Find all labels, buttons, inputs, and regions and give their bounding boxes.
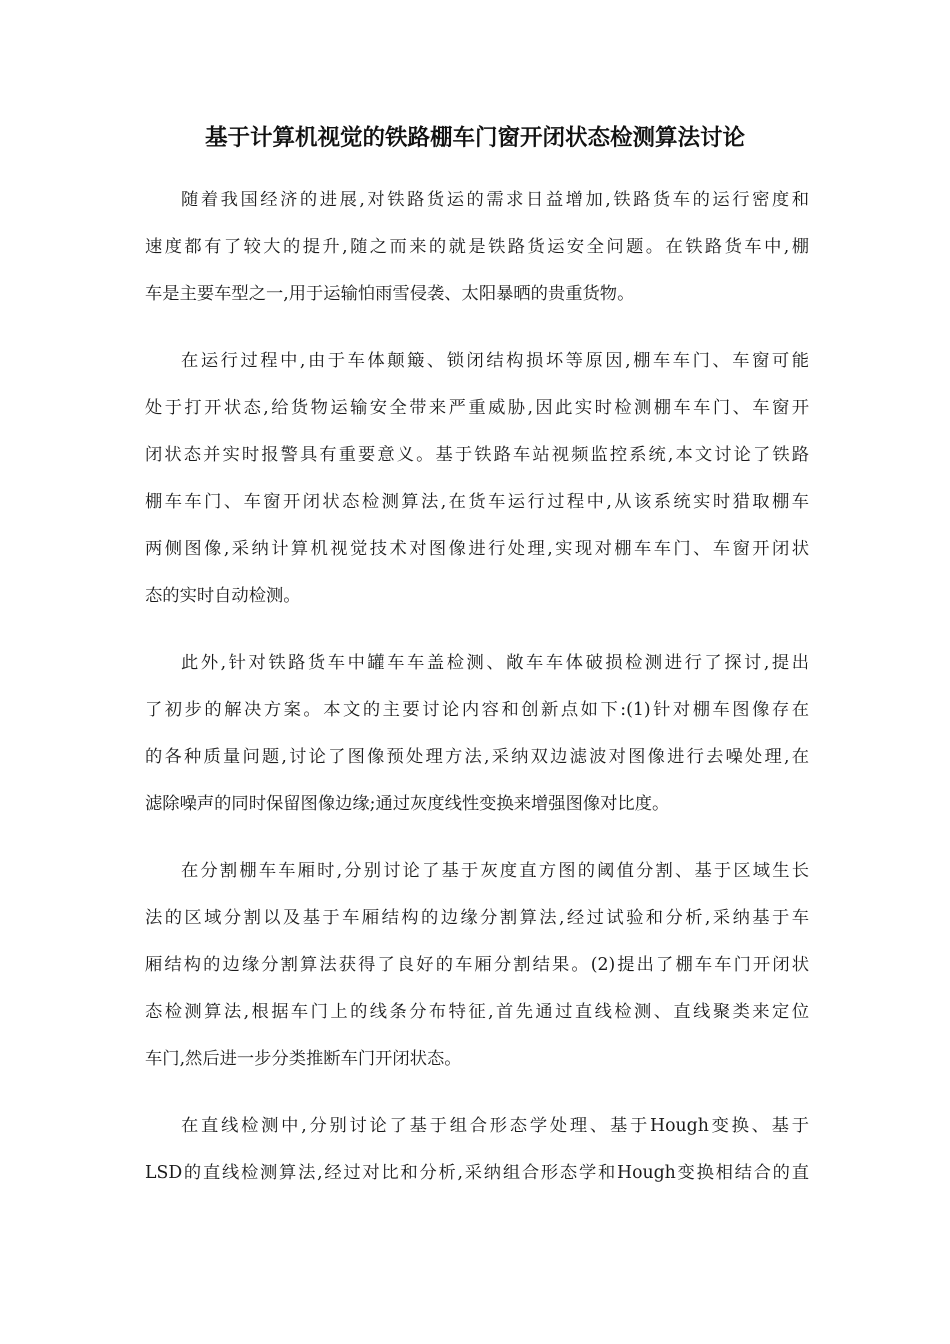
- paragraph-line: 滤除噪声的同时保留图像边缘;通过灰度线性变换来增强图像对比度。: [145, 794, 670, 814]
- paragraph-line: 随着我国经济的进展,对铁路货运的需求日益增加,铁路货车的运行密度和: [181, 190, 809, 210]
- document-title: 基于计算机视觉的铁路棚车门窗开闭状态检测算法讨论: [204, 125, 745, 151]
- paragraph-line: 在分割棚车车厢时,分别讨论了基于灰度直方图的阈值分割、基于区域生长: [181, 861, 809, 881]
- paragraph-line: 了初步的解决方案。本文的主要讨论内容和创新点如下:(1)针对棚车图像存在: [145, 700, 809, 720]
- paragraph-3: [145, 643, 809, 831]
- paragraph-5: [145, 1106, 809, 1200]
- paragraph-line: 两侧图像,采纳计算机视觉技术对图像进行处理,实现对棚车车门、车窗开闭状: [145, 539, 809, 559]
- paragraph-line: 在直线检测中,分别讨论了基于组合形态学处理、基于Hough变换、基于: [181, 1116, 809, 1136]
- paragraph-line: 闭状态并实时报警具有重要意义。基于铁路车站视频监控系统,本文讨论了铁路: [145, 445, 809, 465]
- paragraph-line: 在运行过程中,由于车体颠簸、锁闭结构损坏等原因,棚车车门、车窗可能: [181, 351, 809, 371]
- paragraph-line: 态的实时自动检测。: [145, 586, 301, 606]
- paragraph-line: 车门,然后进一步分类推断车门开闭状态。: [145, 1049, 462, 1069]
- paragraph-1: [145, 180, 809, 321]
- paragraph-4: [145, 851, 809, 1086]
- paragraph-line: 处于打开状态,给货物运输安全带来严重威胁,因此实时检测棚车车门、车窗开: [145, 398, 809, 418]
- paragraph-2: [145, 341, 809, 623]
- paragraph-line: 厢结构的边缘分割算法获得了良好的车厢分割结果。(2)提出了棚车车门开闭状: [145, 955, 809, 975]
- paragraph-line: 速度都有了较大的提升,随之而来的就是铁路货运安全问题。在铁路货车中,棚: [145, 237, 809, 257]
- paragraph-line: 态检测算法,根据车门上的线条分布特征,首先通过直线检测、直线聚类来定位: [145, 1002, 809, 1022]
- paragraph-line: LSD的直线检测算法,经过对比和分析,采纳组合形态学和Hough变换相结合的直: [145, 1163, 809, 1183]
- document-body: [145, 180, 809, 1220]
- paragraph-line: 法的区域分割以及基于车厢结构的边缘分割算法,经过试验和分析,采纳基于车: [145, 908, 809, 928]
- paragraph-line: 棚车车门、车窗开闭状态检测算法,在货车运行过程中,从该系统实时猎取棚车: [145, 492, 809, 512]
- paragraph-line: 车是主要车型之一,用于运输怕雨雪侵袭、太阳暴晒的贵重货物。: [145, 284, 635, 304]
- paragraph-line: 的各种质量问题,讨论了图像预处理方法,采纳双边滤波对图像进行去噪处理,在: [145, 747, 809, 767]
- paragraph-line: 此外,针对铁路货车中罐车车盖检测、敞车车体破损检测进行了探讨,提出: [181, 653, 809, 673]
